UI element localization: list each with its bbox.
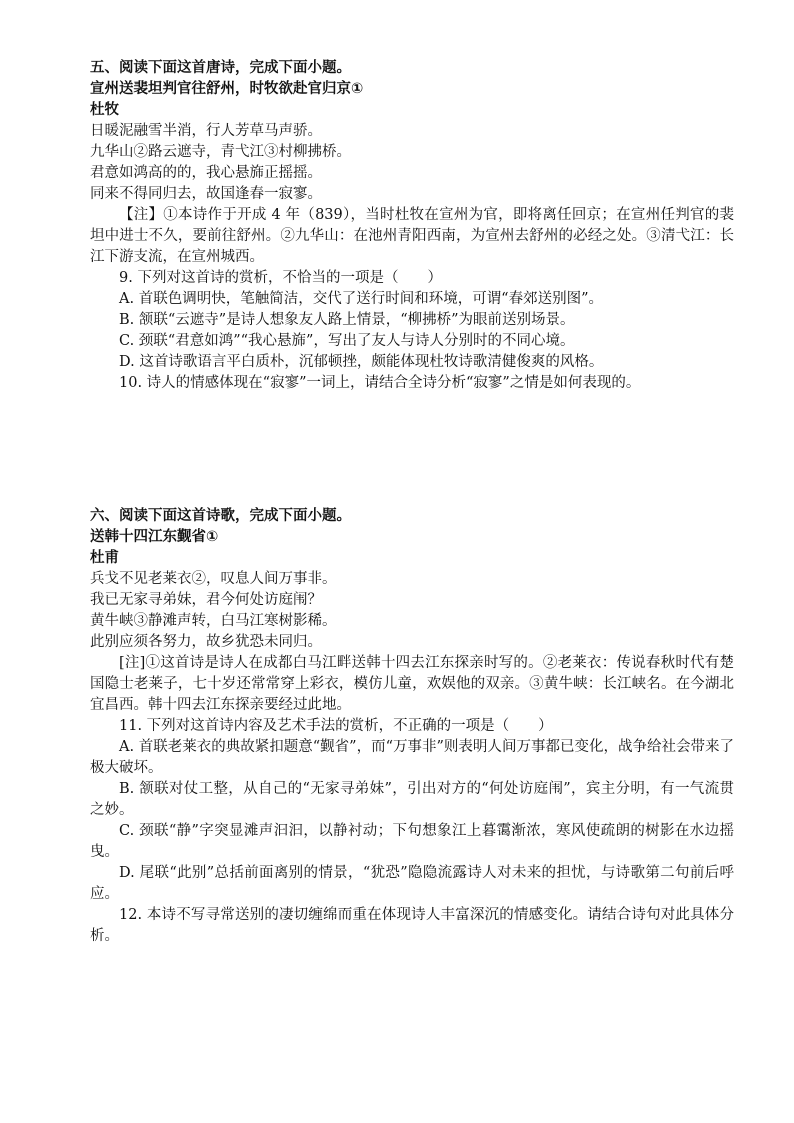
section6-heading: 六、阅读下面这首诗歌，完成下面小题。	[90, 508, 351, 524]
question-9-option-a: A. 首联色调明快，笔触简洁，交代了送行时间和环境，可谓“春郊送别图”。	[119, 291, 604, 307]
section6-poem-line-1: 兵戈不见老莱衣②，叹息人间万事非。	[90, 571, 337, 587]
section6-poem-author: 杜甫	[90, 550, 119, 566]
section5-poem-line-4: 同来不得同归去，故国逢春一寂寥。	[90, 186, 322, 202]
section6-poem-line-3: 黄牛峡③静滩声转，白马江寒树影稀。	[90, 613, 337, 629]
question-10: 10. 诗人的情感体现在“寂寥”一词上，请结合全诗分析“寂寥”之情是如何表现的。	[119, 375, 641, 391]
section5-poem-line-3: 君意如鸿高的的，我心悬旆正摇摇。	[90, 165, 322, 181]
question-11-option-d: D. 尾联“此别”总括前面离别的情景，“犹恐”隐隐流露诗人对未来的担忧，与诗歌第二句前后呼应。	[90, 865, 734, 902]
worksheet-page	[90, 58, 734, 947]
question-9-stem: 9. 下列对这首诗的赏析，不恰当的一项是（ ）	[119, 270, 442, 286]
section5-poem-author: 杜牧	[90, 102, 119, 118]
section5-poem-line-1: 日暖泥融雪半消，行人芳草马声骄。	[90, 123, 322, 139]
question-9-option-b: B. 颔联“云遮寺”是诗人想象友人路上情景，“柳拂桥”为眼前送别场景。	[119, 312, 575, 328]
question-11-stem: 11. 下列对这首诗内容及艺术手法的赏析，不正确的一项是（ ）	[119, 718, 553, 734]
question-11-option-b: B. 颔联对仗工整，从自己的“无家寻弟妹”，引出对方的“何处访庭闱”，宾主分明，有一气流贯之妙。	[90, 781, 734, 818]
section6-note: [注]①这首诗是诗人在成都白马江畔送韩十四去江东探亲时写的。②老莱衣：传说春秋时代有楚国隐士老莱子，七十岁还常常穿上彩衣，模仿儿童，欢娱他的双亲。③黄牛峡：长江峡名。在今湖北宜昌西。韩十四去江东探亲要经过此地。	[90, 655, 734, 713]
question-9-option-d: D. 这首诗歌语言平白质朴，沉郁顿挫，颇能体现杜牧诗歌清健俊爽的风格。	[119, 354, 604, 370]
question-11-option-c: C. 颈联“静”字突显滩声汩汩，以静衬动；下句想象江上暮霭渐浓，寒风使疏朗的树影在水边摇曳。	[90, 823, 734, 860]
section5-poem-title: 宣州送裴坦判官往舒州，时牧欲赴官归京①	[90, 81, 364, 97]
section5-heading: 五、阅读下面这首唐诗，完成下面小题。	[90, 60, 351, 76]
section6-poem-line-4: 此别应须各努力，故乡犹恐未同归。	[90, 634, 322, 650]
question-9-option-c: C. 颈联“君意如鸿”“我心悬旆”，写出了友人与诗人分别时的不同心境。	[119, 333, 575, 349]
question-11-option-a: A. 首联老莱衣的典故紧扣题意“觐省”，而“万事非”则表明人间万事都已变化，战争给社会带来了极大破坏。	[90, 739, 734, 776]
section5-note: 【注】①本诗作于开成 4 年（839），当时杜牧在宣州为官，即将离任回京；在宣州任判官的裴坦中进士不久，要前往舒州。②九华山：在池州青阳西南，为宣州去舒州的必经之处。③清弋江：长江下游支流，在宣州城西。	[90, 207, 734, 265]
answer-space	[90, 394, 734, 506]
section5-poem-line-2: 九华山②路云遮寺，青弋江③村柳拂桥。	[90, 144, 351, 160]
section6-poem-line-2: 我已无家寻弟妹，君今何处访庭闱？	[90, 592, 322, 608]
question-12: 12. 本诗不写寻常送别的凄切缠绵而重在体现诗人丰富深沉的情感变化。请结合诗句对此具体分析。	[90, 907, 734, 944]
section6-poem-title: 送韩十四江东觐省①	[90, 529, 219, 545]
